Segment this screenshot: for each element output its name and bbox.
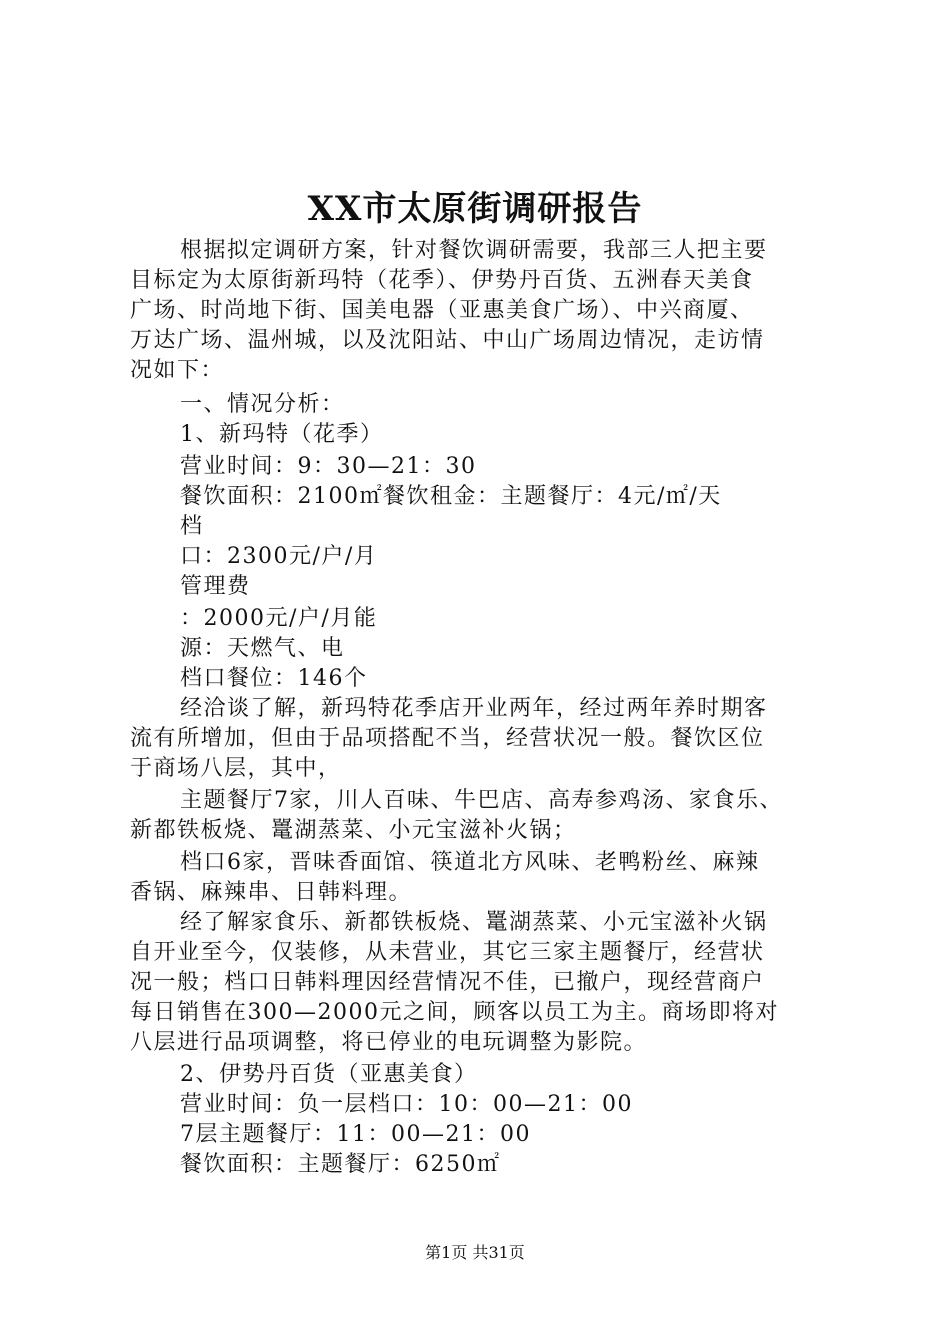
page-number: 第1页 共31页	[425, 1243, 525, 1262]
info-line: 档	[180, 514, 204, 539]
info-line: 口：2300元/户/月	[180, 544, 378, 569]
info-line: 7层主题餐厅：11：00—21：00	[180, 1122, 531, 1147]
info-line: 源：天燃气、电	[180, 636, 345, 661]
paragraph-line: 况如下：	[130, 358, 225, 383]
info-line: 营业时间：9：30—21：30	[180, 454, 477, 479]
paragraph-line: 经了解家食乐、新都铁板烧、鼍湖蒸菜、小元宝滋补火锅	[180, 910, 768, 935]
paragraph-line: 广场、时尚地下街、国美电器（亚惠美食广场）、中兴商厦、	[130, 298, 754, 323]
subsection-heading: 2、伊势丹百货（亚惠美食）	[180, 1062, 478, 1087]
info-line: 营业时间：负一层档口：10：00—21：00	[180, 1092, 633, 1117]
info-line: 餐饮面积：2100㎡餐饮租金：主题餐厅：4元/㎡/天	[180, 484, 722, 509]
paragraph-line: 流有所增加，但由于品项搭配不当，经营状况一般。餐饮区位	[130, 726, 765, 751]
paragraph-line: 档口6家，晋味香面馆、筷道北方风味、老鸭粉丝、麻辣	[180, 850, 760, 875]
info-line: 档口餐位：146个	[180, 666, 368, 691]
info-line: 管理费	[180, 574, 251, 599]
subsection-heading: 1、新玛特（花季）	[180, 422, 384, 447]
paragraph-line: 万达广场、温州城，以及沈阳站、中山广场周边情况，走访情	[130, 328, 765, 353]
info-line: 餐饮面积：主题餐厅：6250㎡	[180, 1152, 501, 1177]
paragraph-line: 根据拟定调研方案，针对餐饮调研需要，我部三人把主要	[180, 238, 768, 263]
paragraph-line: 目标定为太原街新玛特（花季）、伊势丹百货、五洲春天美食	[130, 268, 754, 293]
paragraph-line: 况一般；档口日韩料理因经营情况不佳，已撤户，现经营商户	[130, 970, 765, 995]
paragraph-line: 经洽谈了解，新玛特花季店开业两年，经过两年养时期客	[180, 696, 768, 721]
section-heading: 一、情况分析：	[180, 392, 345, 417]
info-line: ：2000元/户/月能	[180, 606, 378, 631]
paragraph-line: 每日销售在300—2000元之间，顾客以员工为主。商场即将对	[130, 1000, 779, 1025]
paragraph-line: 八层进行品项调整，将已停业的电玩调整为影院。	[130, 1030, 648, 1055]
paragraph-line: 自开业至今，仅装修，从未营业，其它三家主题餐厅，经营状	[130, 940, 765, 965]
document-title: XX市太原街调研报告	[307, 189, 643, 229]
paragraph-line: 新都铁板烧、鼍湖蒸菜、小元宝滋补火锅；	[130, 818, 577, 843]
paragraph-line: 主题餐厅7家，川人百味、牛巴店、高寿参鸡汤、家食乐、	[180, 788, 783, 813]
paragraph-line: 于商场八层，其中，	[130, 756, 342, 781]
paragraph-line: 香锅、麻辣串、日韩料理。	[130, 880, 413, 905]
